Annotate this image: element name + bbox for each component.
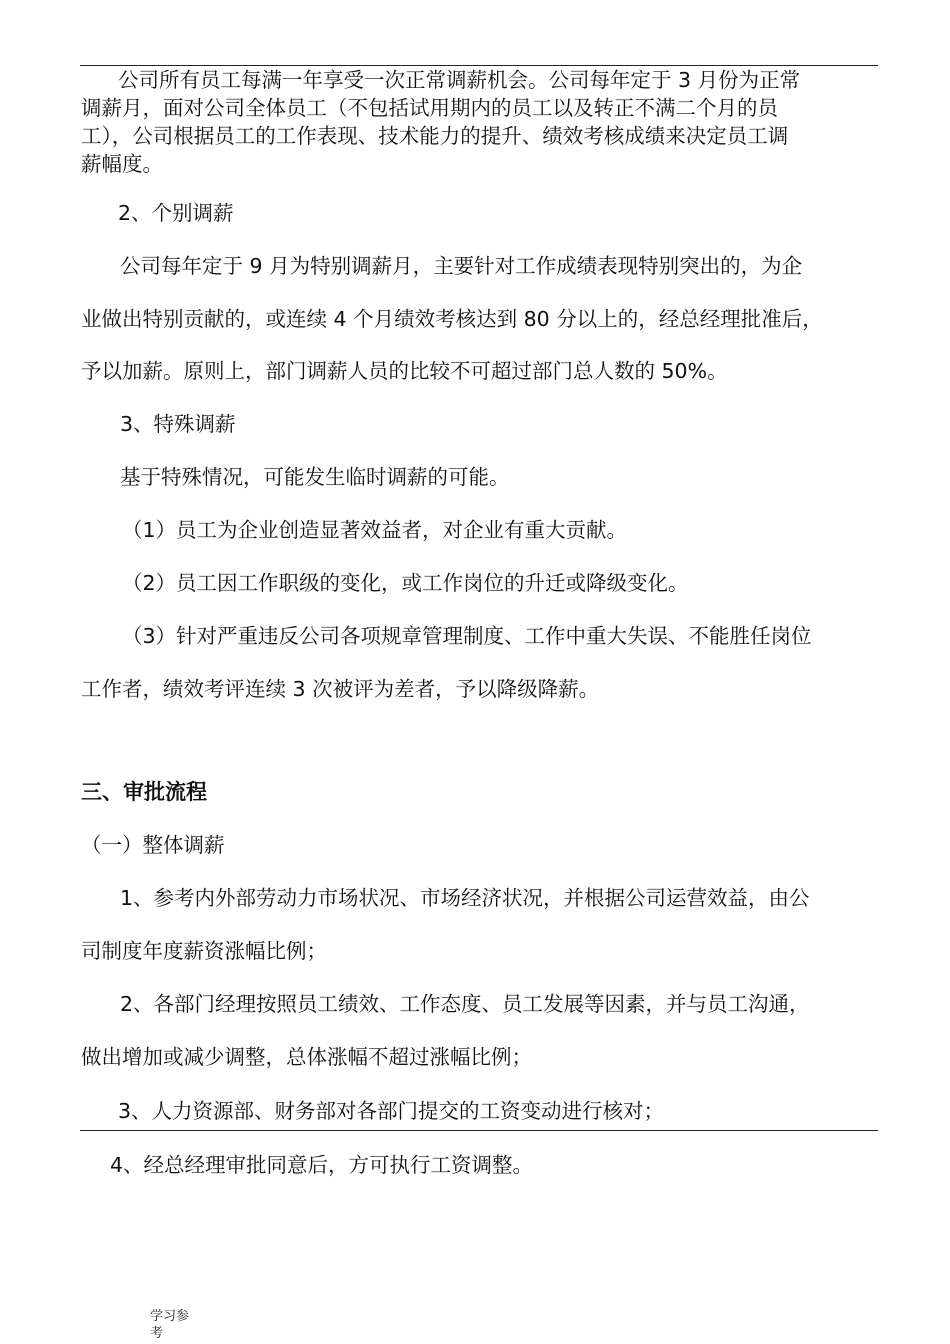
step-item-continuation: 做出增加或减少调整，总体涨幅不超过涨幅比例；: [81, 1045, 532, 1069]
subheading-special-adjustment: 3、特殊调薪: [120, 412, 236, 436]
step-item: 1、参考内外部劳动力市场状况、市场经济状况，并根据公司运营效益，由公: [120, 886, 810, 910]
step-item: 4、经总经理审批同意后，方可执行工资调整。: [110, 1153, 534, 1177]
step-item: 2、各部门经理按照员工绩效、工作态度、员工发展等因素，并与员工沟通，: [120, 992, 810, 1016]
section-title-approval-process: 三、审批流程: [81, 780, 207, 804]
list-item-continuation: 工作者，绩效考评连续 3 次被评为差者，予以降级降薪。: [81, 677, 600, 701]
paragraph-line: 调薪月，面对公司全体员工（不包括试用期内的员工以及转正不满二个月的员: [81, 96, 778, 120]
paragraph-line: 基于特殊情况，可能发生临时调薪的可能。: [120, 465, 510, 489]
subheading-overall-adjustment: （一）整体调薪: [81, 833, 225, 857]
list-item: （3）针对严重违反公司各项规章管理制度、工作中重大失误、不能胜任岗位: [122, 624, 812, 648]
subheading-individual-adjustment: 2、个别调薪: [118, 201, 234, 225]
paragraph-line: 公司每年定于 9 月为特别调薪月，主要针对工作成绩表现特别突出的，为企: [120, 254, 803, 278]
footer-note: 学习参考: [150, 1309, 190, 1341]
list-item: （1）员工为企业创造显著效益者，对企业有重大贡献。: [122, 518, 628, 542]
list-item: （2）员工因工作职级的变化，或工作岗位的升迁或降级变化。: [122, 571, 689, 595]
step-item: 3、人力资源部、财务部对各部门提交的工资变动进行核对；: [118, 1099, 665, 1123]
page-break-rule: [80, 1130, 878, 1131]
paragraph-line: 薪幅度。: [81, 152, 163, 176]
paragraph-line: 业做出特别贡献的，或连续 4 个月绩效考核达到 80 分以上的，经总经理批准后，: [81, 307, 823, 331]
paragraph-line: 予以加薪。原则上，部门调薪人员的比较不可超过部门总人数的 50%。: [81, 359, 728, 383]
step-item-continuation: 司制度年度薪资涨幅比例；: [81, 939, 327, 963]
paragraph-line: 工），公司根据员工的工作表现、技术能力的提升、绩效考核成绩来决定员工调: [81, 124, 789, 148]
paragraph-line: 公司所有员工每满一年享受一次正常调薪机会。公司每年定于 3 月份为正常: [118, 68, 801, 92]
